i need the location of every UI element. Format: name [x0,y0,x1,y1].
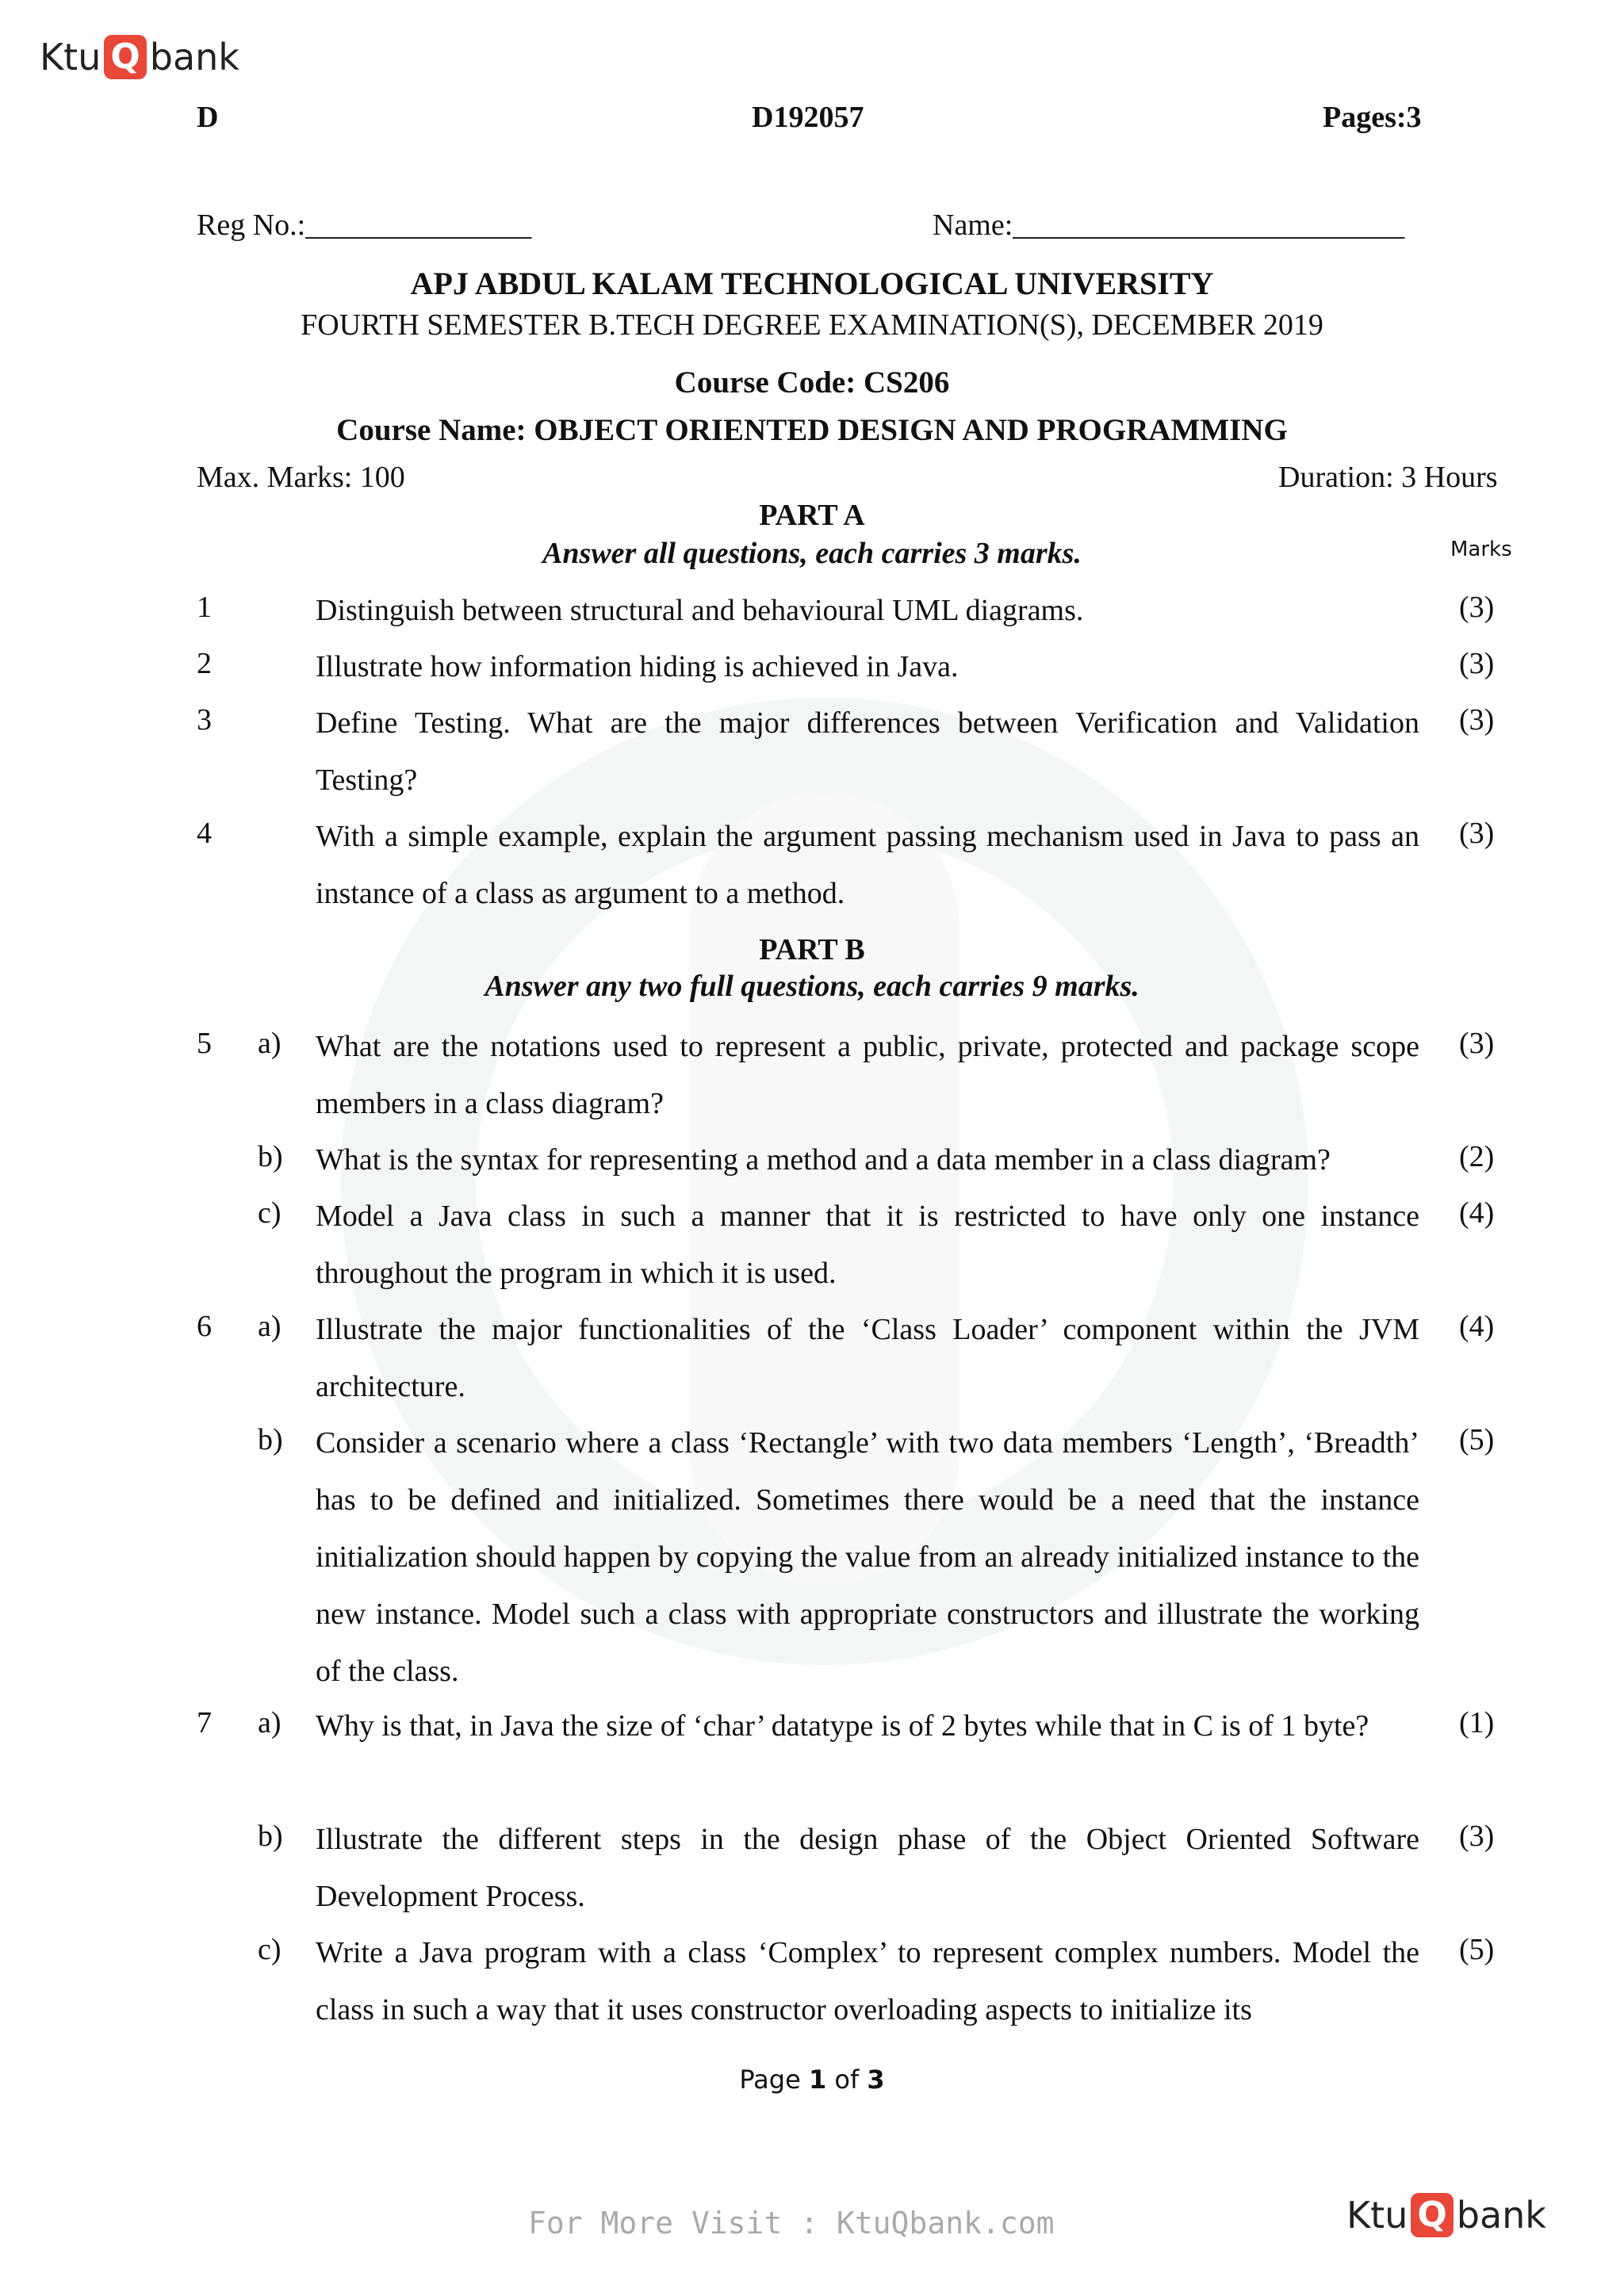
question-number: 4 [197,817,212,850]
question-text: Write a Java program with a class ‘Complex’ to represent complex numbers. Model the class in such a way that it uses constructor overloading aspects to initialize its [316,1936,1419,2026]
header-left: D [197,101,219,134]
question-text: Consider a scenario where a class ‘Rectangle’ with two data members ‘Length’, ‘Breadth’ has to be defined and initialized. Sometimes there would be a need that the instance initialization should happen by copying the value from an already initialized instance to the new instance. Model such a class with appropriate constructors and illustrate the working of the class. [316,1426,1419,1688]
question-text: Illustrate how information hiding is achieved in Java. [316,650,959,683]
page-total: 3 [867,2064,885,2095]
header-code: D192057 [752,101,864,134]
logo-suffix: bank [149,36,239,78]
question-sub: c) [258,1933,282,1966]
ktuqbank-logo-top[interactable] [40,35,239,79]
question-marks: (1) [1459,1706,1495,1739]
question-marks: (4) [1459,1310,1495,1343]
footer-visit-link[interactable]: For More Visit : KtuQbank.com [528,2206,1055,2241]
question-text: Distinguish between structural and behavioural UML diagrams. [316,594,1084,627]
course-name: Course Name: OBJECT ORIENTED DESIGN AND PROGRAMMING [336,413,1288,447]
part-b-instruction: Answer any two full questions, each carries 9 marks. [485,970,1139,1003]
question-number: 2 [197,647,212,680]
question-marks: (3) [1459,591,1495,624]
logo-q-icon: Q [104,35,146,79]
question-marks: (4) [1459,1196,1495,1230]
page-current: 1 [808,2064,827,2095]
question-marks: (3) [1459,817,1495,850]
question-sub: a) [258,1706,282,1739]
university-title: APJ ABDUL KALAM TECHNOLOGICAL UNIVERSITY [410,266,1214,301]
page-indicator [0,2064,1624,2095]
question-number: 1 [197,591,212,624]
question-text: Illustrate the different steps in the design phase of the Object Oriented Software Development Process. [316,1823,1419,1913]
part-a-instruction: Answer all questions, each carries 3 marks. [542,537,1082,570]
ktuqbank-logo-bottom[interactable] [1346,2193,1546,2237]
question-marks: (5) [1459,1933,1495,1966]
question-sub: c) [258,1196,282,1230]
question-sub: a) [258,1310,282,1343]
question-text: Define Testing. What are the major differences between Verification and Validation Testing? [316,706,1419,797]
question-marks: (3) [1459,647,1495,680]
question-text: What are the notations used to represent a public, private, protected and package scope members in a class diagram? [316,1030,1419,1120]
exam-title: FOURTH SEMESTER B.TECH DEGREE EXAMINATION(S), DECEMBER 2019 [301,308,1323,342]
logo-prefix: Ktu [1346,2194,1408,2237]
question-sub: b) [258,1423,283,1456]
question-marks: (3) [1459,1820,1495,1853]
question-marks: (3) [1459,703,1495,737]
question-sub: b) [258,1820,283,1853]
question-sub: a) [258,1027,282,1060]
question-text: Model a Java class in such a manner that it is restricted to have only one instance throughout the program in which it is used. [316,1200,1419,1290]
name-field: Name:__________________________ [933,209,1405,242]
question-number: 6 [197,1310,212,1343]
page-prefix: Page [739,2064,809,2095]
duration: Duration: 3 Hours [1278,461,1498,494]
part-b-title: PART B [759,933,865,966]
question-sub: b) [258,1140,283,1173]
question-marks: (3) [1459,1027,1495,1060]
logo-prefix: Ktu [40,36,102,78]
logo-q-icon: Q [1411,2193,1453,2237]
question-text: What is the syntax for representing a method and a data member in a class diagram? [316,1143,1331,1177]
part-a-title: PART A [759,499,865,532]
logo-suffix: bank [1456,2194,1546,2237]
question-text: Why is that, in Java the size of ‘char’ datatype is of 2 bytes while that in C is of 1 byte? [316,1709,1369,1743]
question-marks: (2) [1459,1140,1495,1173]
marks-column-header: Marks [1450,538,1512,561]
max-marks: Max. Marks: 100 [197,461,405,494]
question-text: With a simple example, explain the argument passing mechanism used in Java to pass an instance of a class as argument to a method. [316,820,1419,910]
header-pages: Pages:3 [1323,101,1422,134]
question-number: 3 [197,703,212,737]
question-marks: (5) [1459,1423,1495,1456]
question-text: Illustrate the major functionalities of the ‘Class Loader’ component within the JVM architecture. [316,1313,1419,1403]
course-code: Course Code: CS206 [674,365,950,400]
reg-no-field: Reg No.:_______________ [197,209,532,242]
question-number: 7 [197,1706,212,1739]
page-of: of [826,2064,868,2095]
question-number: 5 [197,1027,212,1060]
